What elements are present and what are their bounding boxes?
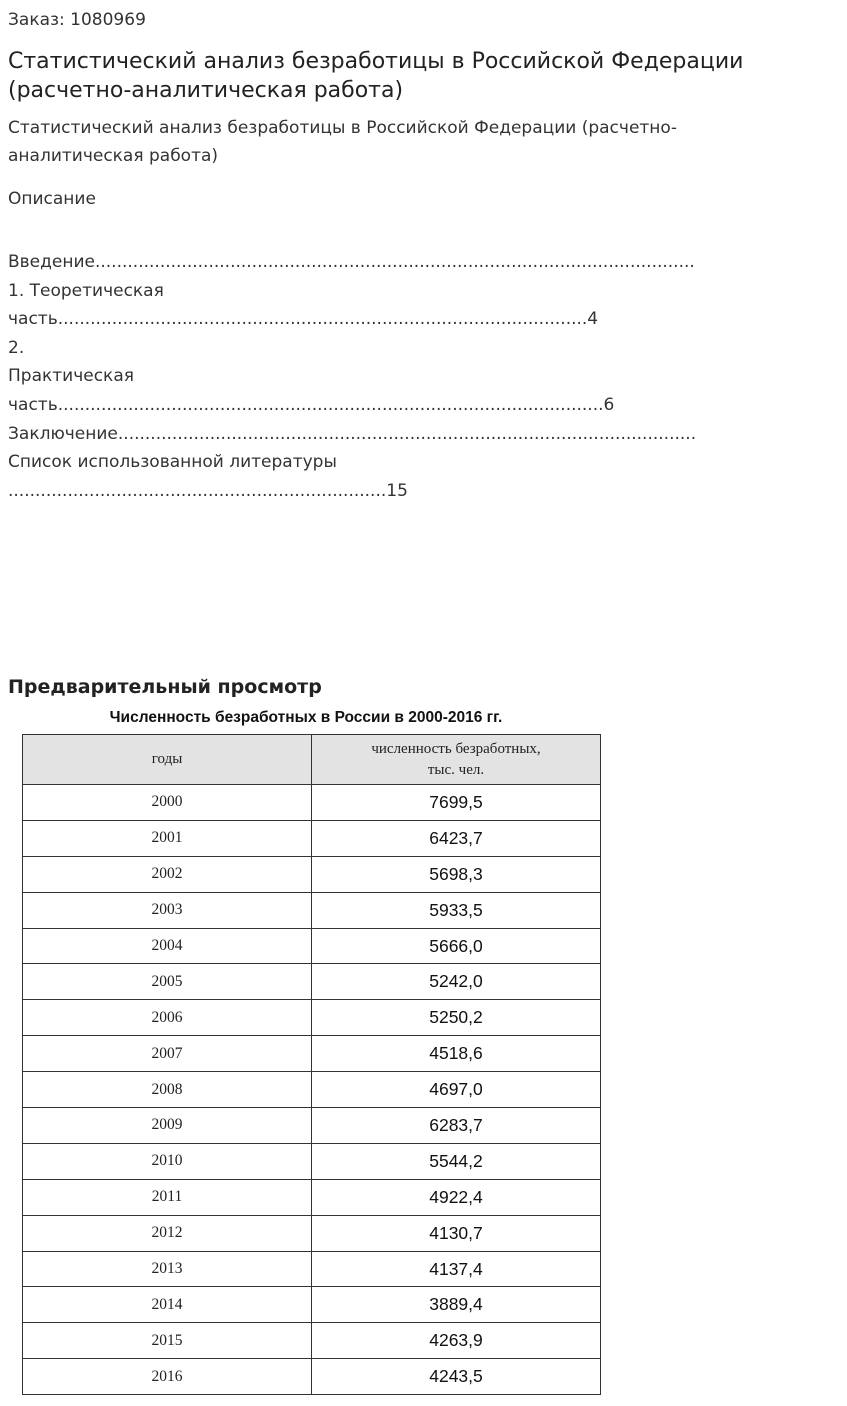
preview-heading: Предварительный просмотр [8,676,322,698]
table-row [23,820,601,856]
table-row [23,856,601,892]
table-header-row [23,735,601,785]
value-cell: 5544,2 [312,1143,601,1179]
value-cell: 5933,5 [312,892,601,928]
value-cell: 4697,0 [312,1072,601,1108]
toc-line: Заключение........................................................................................................... [8,423,697,444]
year-cell: 2004 [23,928,312,964]
table-row [23,1036,601,1072]
year-cell: 2012 [23,1215,312,1251]
value-cell: 6423,7 [312,820,601,856]
table-row [23,1215,601,1251]
table-row [23,892,601,928]
table-row [23,1323,601,1359]
value-cell: 4518,6 [312,1036,601,1072]
value-cell: 3889,4 [312,1287,601,1323]
value-cell: 5698,3 [312,856,601,892]
table-row [23,1179,601,1215]
table-row [23,1072,601,1108]
subtitle-line: аналитическая работа) [8,146,219,166]
order-number: Заказ: 1080969 [8,10,146,30]
year-cell: 2010 [23,1143,312,1179]
table-row [23,928,601,964]
value-cell: 4137,4 [312,1251,601,1287]
table-row [23,1000,601,1036]
table-caption: Численность безработных в России в 2000-2016 гг. [109,709,503,726]
value-cell: 4922,4 [312,1179,601,1215]
description-heading: Описание [8,189,96,209]
value-cell: 6283,7 [312,1108,601,1144]
year-cell: 2009 [23,1108,312,1144]
year-cell: 2000 [23,785,312,821]
subtitle-line: Статистический анализ безработицы в Российской Федерации (расчетно- [8,118,677,138]
toc-line: часть..................................................................................................4 [8,309,599,330]
table-row [23,1108,601,1144]
year-cell: 2006 [23,1000,312,1036]
year-cell: 2014 [23,1287,312,1323]
year-cell: 2016 [23,1359,312,1395]
page-subtitle [8,114,818,170]
value-cell: 4263,9 [312,1323,601,1359]
header-value-line1: численность безработных, [371,740,541,757]
value-cell: 7699,5 [312,785,601,821]
table-of-contents [8,248,847,505]
year-cell: 2003 [23,892,312,928]
toc-line: Практическая [8,366,134,387]
toc-line: часть.....................................................................................................6 [8,394,615,415]
table-row [23,785,601,821]
table-row [23,1287,601,1323]
table-row [23,1251,601,1287]
year-cell: 2013 [23,1251,312,1287]
header-year: годы [23,735,312,785]
year-cell: 2008 [23,1072,312,1108]
toc-line: 1. Теоретическая [8,280,164,301]
year-cell: 2001 [23,820,312,856]
year-cell: 2007 [23,1036,312,1072]
header-value [312,735,601,785]
page-title: Статистический анализ безработицы в Российской Федерации (расчетно-аналитическая работа) [8,49,744,103]
value-cell: 5250,2 [312,1000,601,1036]
value-cell: 5666,0 [312,928,601,964]
table-row [23,1143,601,1179]
value-cell: 4243,5 [312,1359,601,1395]
year-cell: 2011 [23,1179,312,1215]
toc-line: Список использованной литературы [8,452,337,473]
table-row [23,964,601,1000]
unemployment-table [22,734,601,1395]
year-cell: 2005 [23,964,312,1000]
header-value-line2: тыс. чел. [427,761,485,778]
toc-line: ......................................................................15 [8,480,408,501]
year-cell: 2002 [23,856,312,892]
value-cell: 5242,0 [312,964,601,1000]
toc-line: Введение............................................................................................................... [8,252,695,272]
year-cell: 2015 [23,1323,312,1359]
toc-line: 2. [8,337,25,358]
value-cell: 4130,7 [312,1215,601,1251]
table-row [23,1359,601,1395]
